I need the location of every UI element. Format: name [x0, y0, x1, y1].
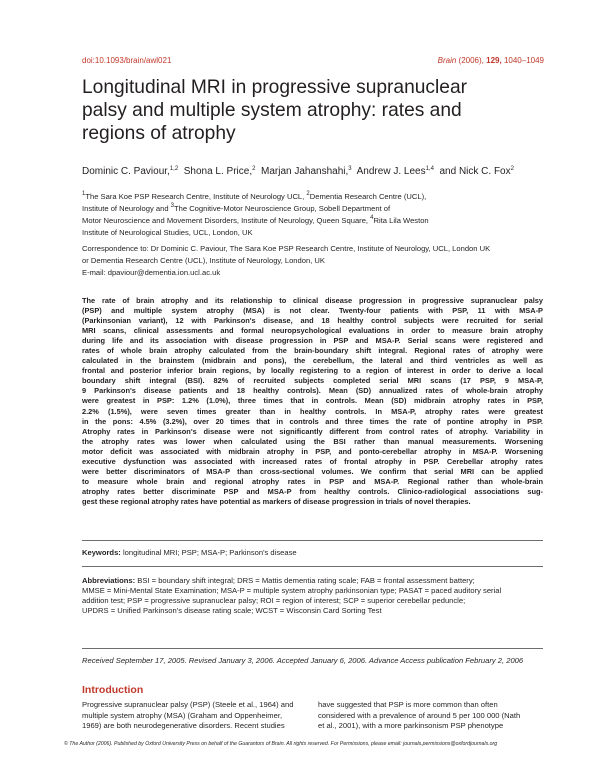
- abstract-line: MRI scans, clinical assessments and formal neuropsychological evaluations in order to measure brain atrophy: [82, 326, 543, 336]
- title-line: regions of atrophy: [82, 123, 236, 144]
- author-name: and Nick C. Fox: [439, 166, 511, 177]
- correspondence: [82, 243, 490, 279]
- abbreviation-line: [82, 576, 543, 586]
- abstract-line: frontal and posterior inferior brain regions, by locally registering to a region of interest in order to derive a local: [82, 366, 543, 376]
- affiliation-line: [82, 191, 429, 203]
- affiliation-text: Institute of Neurology and: [82, 204, 171, 213]
- abstract-line: were better discriminators of MSA-P than cross-sectional volumes. We confirm that serial MRI can be applied: [82, 466, 543, 476]
- author-name: Dominic C. Paviour,: [82, 166, 170, 177]
- abstract-line: in the pons: 4.5% (3.2%), over 20 times that in controls and three times the rate of pontine atrophy in PSP.: [82, 416, 543, 426]
- abstract-line: calculated in the brainstem (midbrain and pons), the cerebellum, the lateral and third ventricles as well as: [82, 356, 543, 366]
- abstract-line: (PSP) and multiple system atrophy (MSA) is not clear. Twenty-four patients with PSP, 11 with MSA-P: [82, 306, 543, 316]
- journal-year: (2006),: [458, 56, 484, 65]
- abstract-line: The rate of brain atrophy and its relationship to clinical disease progression in progressive supranuclear palsy: [82, 296, 543, 305]
- author-affiliation-mark: 3: [348, 166, 352, 172]
- abbreviation-line: addition test; PSP = progressive supranuclear palsy; ROI = region of interest; SCP = superior cerebellar peduncle;: [82, 596, 466, 606]
- divider: [82, 566, 543, 567]
- abstract: [82, 296, 543, 507]
- author-name: Marjan Jahanshahi,: [261, 166, 349, 177]
- text-line: Progressive supranuclear palsy (PSP) (Steele et al., 1964) and: [82, 700, 294, 709]
- author-name: Andrew J. Lees: [356, 166, 426, 177]
- correspondence-line: or Dementia Research Centre (UCL), Institute of Neurology, London, UK: [82, 256, 325, 265]
- copyright-footer: © The Author (2006). Published by Oxford University Press on behalf of the Guarantors of Brain. All rights reserved. For Permissions, please email: journals.permissions@oxfordjournals.org: [64, 741, 498, 747]
- author-affiliation-mark: 2: [510, 166, 514, 172]
- divider: [82, 540, 543, 541]
- keywords-text: longitudinal MRI; PSP; MSA-P; Parkinson's disease: [122, 548, 297, 557]
- author-list: [82, 166, 514, 177]
- affiliation-text: The Cognitive-Motor Neuroscience Group, Sobell Department of: [174, 204, 391, 213]
- author-affiliation-mark: 1,2: [169, 166, 179, 172]
- abstract-line: during life and its association with disease progression in PSP and MSA-P. Serial scans were registered and: [82, 336, 543, 346]
- affiliation-text: Motor Neuroscience and Movement Disorders, Institute of Neurology, Queen Square,: [82, 216, 371, 225]
- intro-column-right: [318, 700, 543, 732]
- abstract-line: the atrophy rates was lower when calculated using the BSI rather than manual measurements. Worsening: [82, 436, 543, 446]
- abstract-line: 9 Parkinson's disease patients and 18 healthy controls). Mean (SD) annualized rates of whole-brain atrophy: [82, 386, 543, 396]
- affiliation-line: [82, 203, 429, 215]
- affiliation-mark: 4: [370, 215, 374, 221]
- author-affiliation-mark: 2: [252, 166, 256, 172]
- abstract-line: gest these regional atrophy rates have potential as markers of disease progression in trials of novel therapies.: [82, 496, 471, 506]
- affiliation-line: Institute of Neurological Studies, UCL, London, UK: [82, 228, 253, 237]
- affiliations: [82, 191, 429, 239]
- affiliation-line: [82, 215, 429, 227]
- title-line: Longitudinal MRI in progressive supranuclear: [82, 77, 468, 98]
- text-line: multiple system atrophy (MSA) (Graham and Oppenheimer,: [82, 710, 283, 720]
- article-title: [82, 76, 552, 145]
- correspondence-email[interactable]: E-mail: dpaviour@dementia.ion.ucl.ac.uk: [82, 268, 221, 277]
- abbreviation-line: MMSE = Mini-Mental State Examination; MSA-P = multiple system atrophy parkinsonian type; PASAT = paced auditory serial: [82, 586, 502, 596]
- abstract-line: motor deficit was associated with midbrain atrophy in PSP, and ponto-cerebellar atrophy in MSA-P. Worsening: [82, 446, 543, 456]
- doi-link[interactable]: doi:10.1093/brain/awl021: [82, 56, 172, 65]
- abstract-line: to measure whole brain and regional atrophy rates in PSP and MSA-P. Regional rather than whole-brain: [82, 476, 543, 486]
- abbreviations: [82, 576, 543, 616]
- author-name: Shona L. Price,: [183, 166, 253, 177]
- keywords: [82, 548, 297, 557]
- section-heading-introduction: Introduction: [82, 684, 144, 696]
- abstract-line: were greatest in PSP: 1.2% (1.0%), three times that in controls. Mean (SD) midbrain atrophy rates in PSP,: [82, 396, 543, 406]
- affiliation-text: Dementia Research Centre (UCL),: [309, 192, 427, 201]
- text-line: 1969) are both neurodegenerative disorders. Recent studies: [82, 721, 285, 730]
- abstract-line: 2.2% (1.5%), were seven times greater than in healthy controls. In MSA-P, atrophy rates were greatest: [82, 406, 543, 416]
- intro-column-left: [82, 700, 307, 732]
- keywords-label: Keywords:: [82, 548, 121, 557]
- abbreviations-label: Abbreviations:: [82, 576, 136, 585]
- received-dates: Received September 17, 2005. Revised January 3, 2006. Accepted January 6, 2006. Advance Access publication February 2, 2006: [82, 656, 524, 665]
- abstract-line: rates of whole brain atrophy calculated from the brain-boundary shift integral. Regional rates of atrophy were: [82, 346, 543, 356]
- title-line: palsy and multiple system atrophy: rates and: [82, 100, 462, 121]
- abbreviation-text: BSI = boundary shift integral; DRS = Mattis dementia rating scale; FAB = frontal assessment battery;: [137, 576, 475, 585]
- affiliation-mark: 2: [306, 191, 310, 197]
- abstract-line: boundary shift integral (BSI). 82% of recruited subjects completed serial MRI scans (17 PSP, 9 MSA-P,: [82, 376, 543, 386]
- abstract-line: Atrophy rates in Parkinson's disease were not significantly different from control rates of atrophy. Variability in: [82, 426, 543, 436]
- abstract-line: executive dysfunction was associated with increased rates of frontal atrophy in PSP. Cerebellar atrophy rates: [82, 456, 543, 466]
- affiliation-text: The Sara Koe PSP Research Centre, Institute of Neurology UCL,: [85, 192, 307, 201]
- affiliation-mark: 1: [82, 191, 86, 197]
- text-line: et al., 2001), with a more parkinsonism PSP phenotype: [318, 721, 504, 730]
- journal-volume: 129,: [486, 56, 502, 65]
- correspondence-line: Correspondence to: Dr Dominic C. Paviour, The Sara Koe PSP Research Centre, Institute of Neurology, UCL, London UK: [82, 244, 491, 253]
- abstract-line: atrophy rates better discriminate PSP and MSA-P from healthy controls. Clinico-radiological associations sug-: [82, 486, 543, 496]
- affiliation-text: Rita Lila Weston: [373, 216, 429, 225]
- affiliation-mark: 3: [170, 203, 174, 209]
- divider: [82, 648, 543, 649]
- journal-name: Brain: [437, 56, 457, 65]
- journal-citation: [438, 56, 544, 65]
- author-affiliation-mark: 1,4: [425, 166, 434, 172]
- text-line: have suggested that PSP is more common than often: [318, 700, 498, 709]
- abstract-line: (Parkinsonian variant), 12 with Parkinson's disease, and 18 healthy control subjects were recruited for serial: [82, 316, 543, 326]
- abbreviation-line: UPDRS = Unified Parkinson's disease rating scale; WCST = Wisconsin Card Sorting Test: [82, 606, 382, 616]
- text-line: considered with a prevalence of around 5 per 100 000 (Nath: [318, 710, 521, 720]
- journal-pages: 1040–1049: [503, 56, 544, 65]
